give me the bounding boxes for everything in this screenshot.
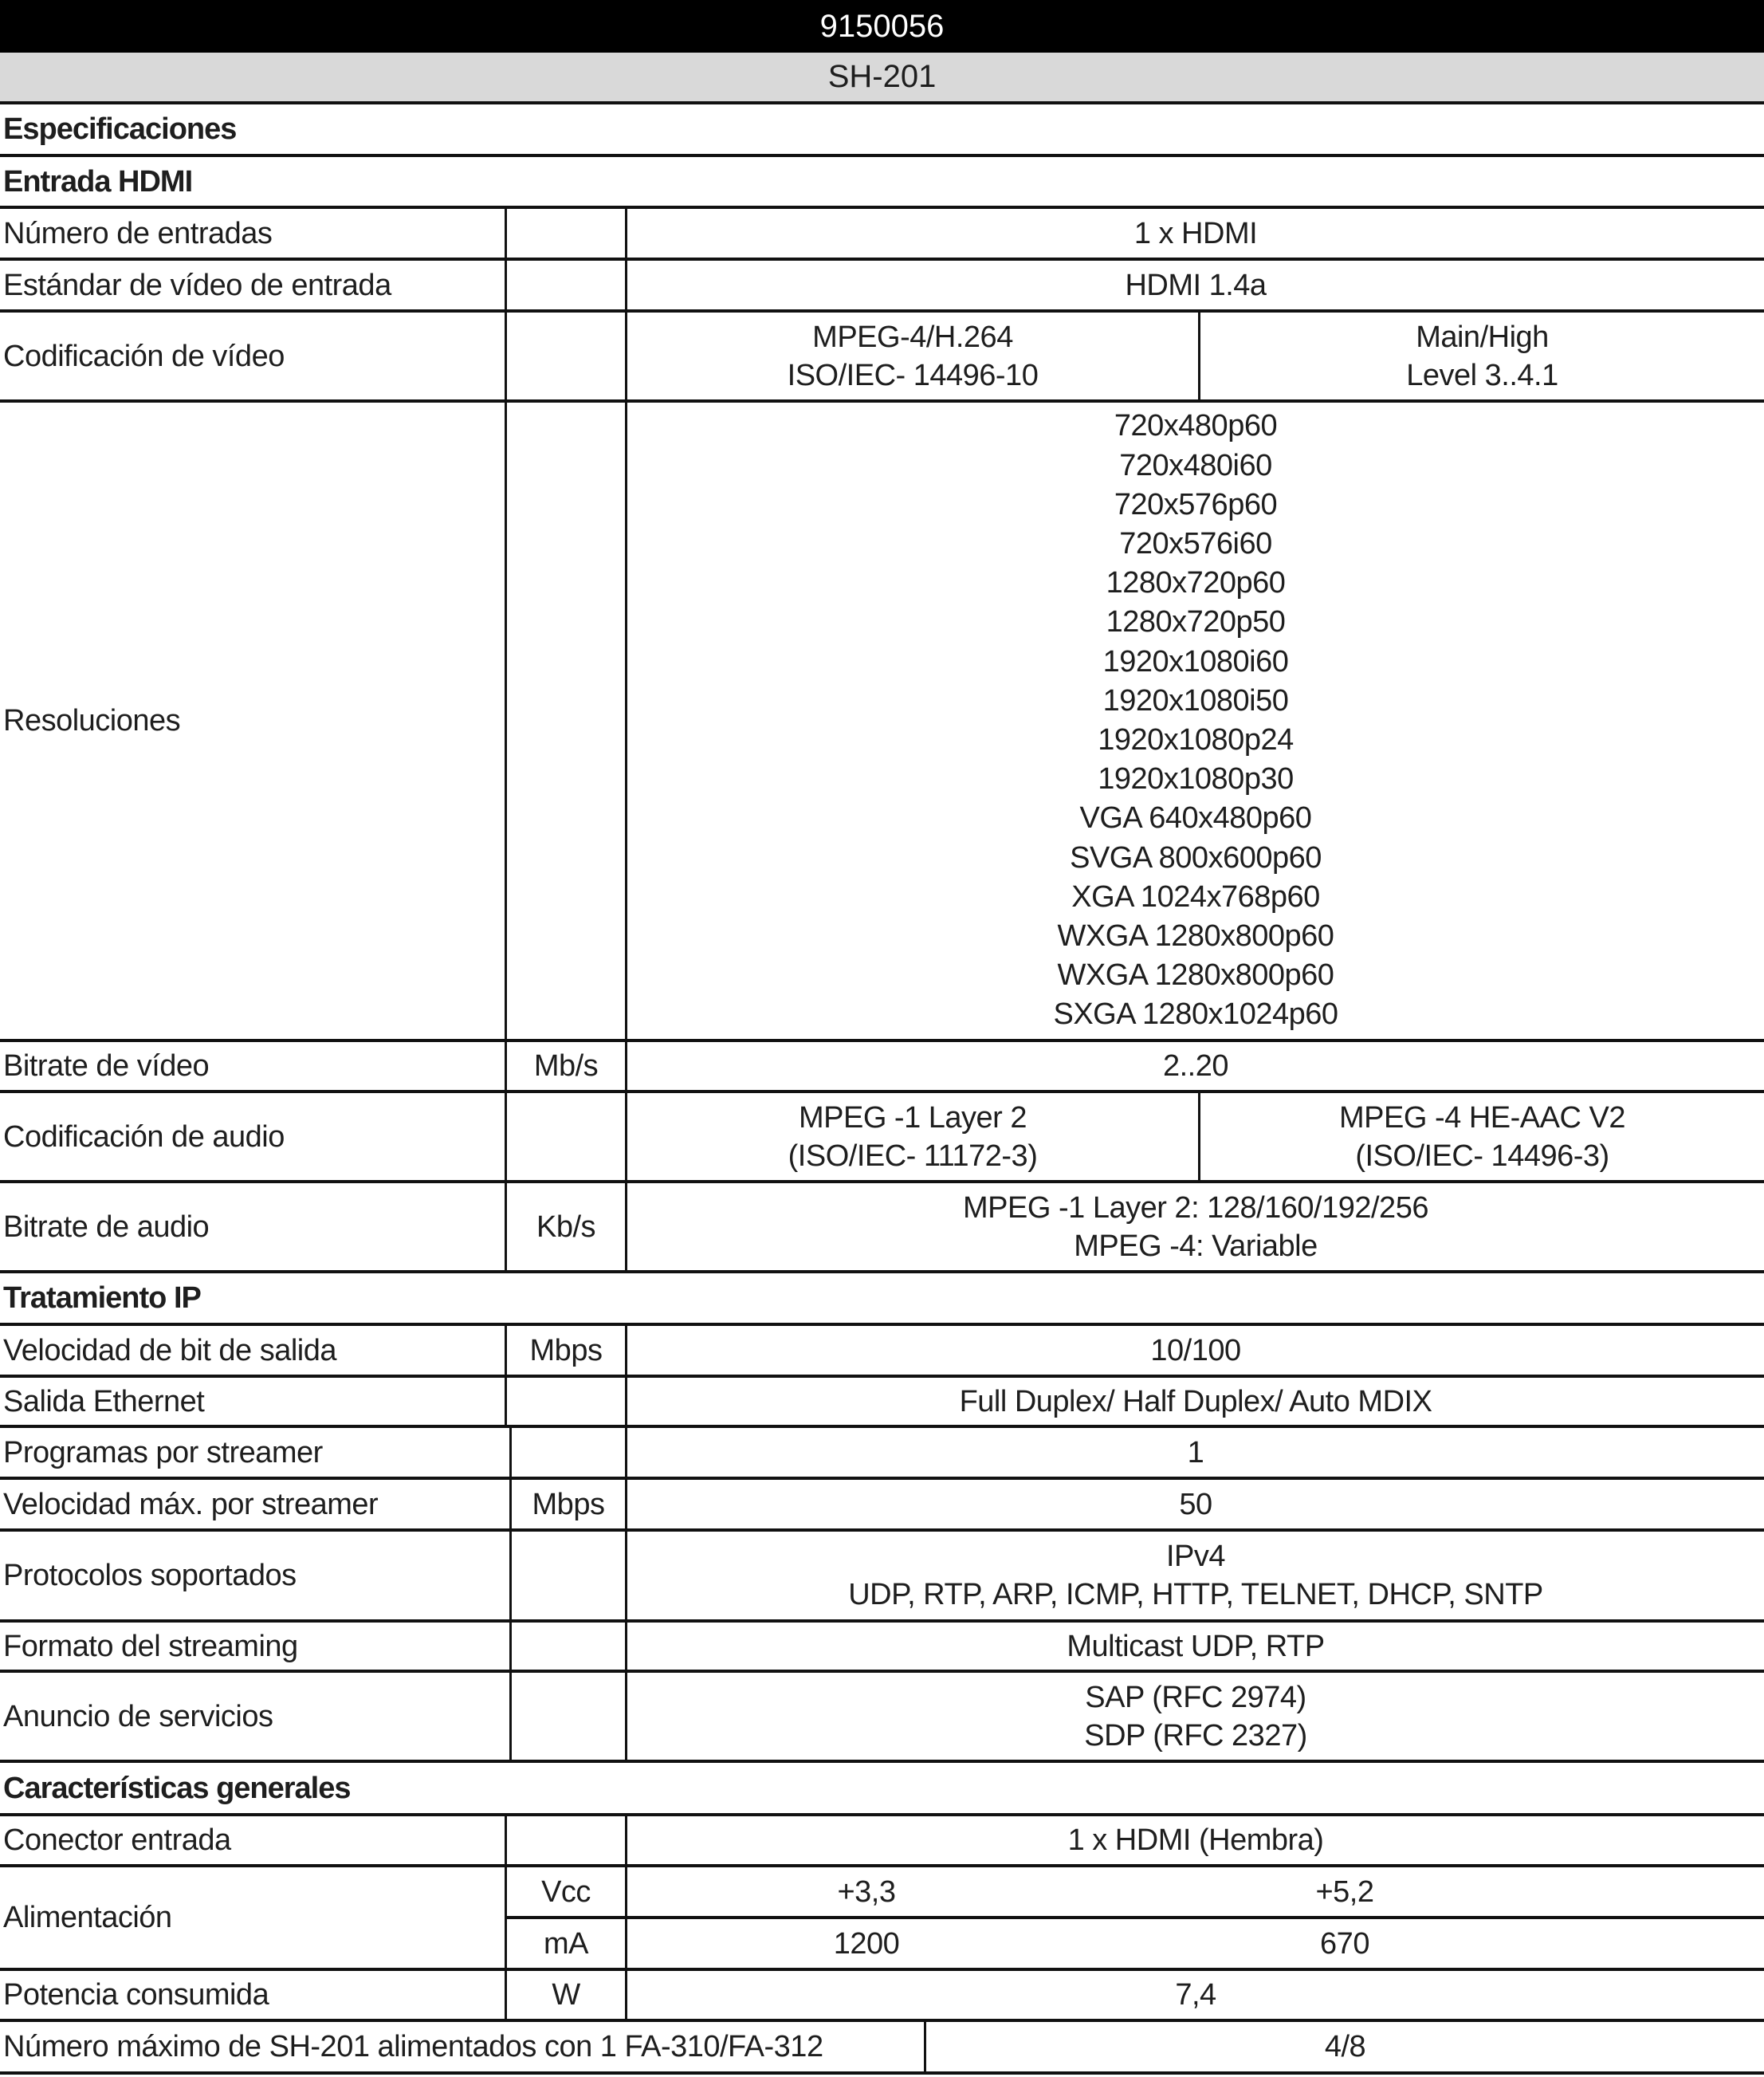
row-label: Número máximo de SH-201 alimentados con 1 FA-310/FA-312 xyxy=(0,2022,926,2071)
row-label: Anuncio de servicios xyxy=(0,1673,512,1760)
resolution-item: 1920x1080p24 xyxy=(1098,723,1294,757)
current-2: 670 xyxy=(1320,1926,1369,1961)
resolution-item: 1920x1080i50 xyxy=(1102,683,1289,718)
row-unit: mA xyxy=(507,1919,627,1968)
section-title: Características generales xyxy=(3,1771,351,1805)
row-unit xyxy=(512,1428,627,1477)
value-line: Main/High xyxy=(1416,320,1549,354)
row-value xyxy=(627,1673,1764,1760)
row-value: 1 x HDMI (Hembra) xyxy=(1067,1823,1324,1857)
row-label: Salida Ethernet xyxy=(0,1378,507,1425)
row-value: 10/100 xyxy=(1150,1333,1241,1367)
table-row xyxy=(0,403,1764,1042)
value-line: SAP (RFC 2974) xyxy=(1085,1680,1306,1714)
table-row xyxy=(0,1816,1764,1867)
table-row xyxy=(0,209,1764,261)
row-label: Codificación de vídeo xyxy=(0,313,507,399)
voltage-1: +3,3 xyxy=(837,1874,896,1909)
model-header: SH-201 xyxy=(0,53,1764,104)
section-title: Especificaciones xyxy=(3,112,237,146)
value-line: SDP (RFC 2327) xyxy=(1084,1718,1307,1752)
table-row xyxy=(0,1093,1764,1183)
table-row xyxy=(0,1532,1764,1623)
table-row xyxy=(0,2022,1764,2075)
row-value: Multicast UDP, RTP xyxy=(1067,1629,1325,1663)
row-value-b xyxy=(1200,1093,1764,1180)
row-unit: Mbps xyxy=(512,1480,627,1528)
row-unit xyxy=(507,1093,627,1180)
row-value: 1 xyxy=(1187,1435,1204,1469)
resolution-item: WXGA 1280x800p60 xyxy=(1057,958,1334,993)
section-title: Tratamiento IP xyxy=(3,1281,201,1315)
row-value: 50 xyxy=(1179,1487,1212,1521)
row-unit xyxy=(512,1623,627,1670)
value-line: (ISO/IEC- 11172-3) xyxy=(788,1139,1038,1173)
row-label: Programas por streamer xyxy=(0,1428,512,1477)
row-value: 4/8 xyxy=(1324,2030,1366,2063)
value-line: UDP, RTP, ARP, ICMP, HTTP, TELNET, DHCP, SNTP xyxy=(848,1578,1543,1611)
resolution-item: 1280x720p50 xyxy=(1106,605,1286,639)
resolution-item: VGA 640x480p60 xyxy=(1079,801,1312,836)
row-label: Bitrate de vídeo xyxy=(0,1042,507,1090)
product-code-header: 9150056 xyxy=(0,0,1764,53)
row-unit xyxy=(507,261,627,309)
value-line: MPEG -1 Layer 2: 128/160/192/256 xyxy=(963,1190,1428,1225)
row-unit xyxy=(507,403,627,1039)
row-unit xyxy=(512,1532,627,1619)
row-label: Alimentación xyxy=(0,1867,507,1968)
row-label: Velocidad máx. por streamer xyxy=(0,1480,512,1528)
table-row xyxy=(0,1183,1764,1273)
row-value: HDMI 1.4a xyxy=(1125,268,1267,302)
resolution-item: 1920x1080i60 xyxy=(1102,644,1289,679)
row-value: 1 x HDMI xyxy=(1133,216,1258,250)
power-row xyxy=(0,1867,1764,1971)
value-line: ISO/IEC- 14496-10 xyxy=(787,358,1039,392)
section-general xyxy=(0,1763,1764,1816)
resolution-item: 720x576i60 xyxy=(1119,526,1272,561)
section-title: Entrada HDMI xyxy=(3,164,193,199)
table-row xyxy=(0,313,1764,403)
resolution-item: SVGA 800x600p60 xyxy=(1070,840,1322,875)
row-label: Estándar de vídeo de entrada xyxy=(0,261,507,309)
row-label: Resoluciones xyxy=(0,403,507,1039)
row-unit xyxy=(507,1816,627,1864)
row-value-b xyxy=(1200,313,1764,399)
value-line: MPEG-4/H.264 xyxy=(812,320,1013,354)
row-value-a xyxy=(627,313,1200,399)
resolutions-list xyxy=(627,403,1764,1039)
row-label: Protocolos soportados xyxy=(0,1532,512,1619)
value-line: IPv4 xyxy=(1165,1540,1226,1573)
resolution-item: SXGA 1280x1024p60 xyxy=(1053,997,1338,1032)
row-label: Velocidad de bit de salida xyxy=(0,1326,507,1375)
value-line: (ISO/IEC- 14496-3) xyxy=(1355,1139,1609,1173)
resolution-item: 720x480p60 xyxy=(1114,409,1278,443)
power-voltage-row xyxy=(507,1867,1764,1919)
row-value: Full Duplex/ Half Duplex/ Auto MDIX xyxy=(959,1384,1432,1418)
row-label: Formato del streaming xyxy=(0,1623,512,1670)
resolution-item: XGA 1024x768p60 xyxy=(1071,879,1320,914)
row-unit: W xyxy=(507,1971,627,2019)
voltage-2: +5,2 xyxy=(1315,1874,1374,1909)
resolution-item: 720x480i60 xyxy=(1119,448,1272,482)
table-row xyxy=(0,1971,1764,2022)
table-row xyxy=(0,1673,1764,1763)
row-unit xyxy=(507,313,627,399)
row-label: Potencia consumida xyxy=(0,1971,507,2019)
section-specs xyxy=(0,104,1764,157)
current-1: 1200 xyxy=(833,1926,900,1961)
row-value: 2..20 xyxy=(1162,1049,1229,1083)
row-unit xyxy=(507,1378,627,1425)
row-unit: Kb/s xyxy=(507,1183,627,1270)
table-row xyxy=(0,1326,1764,1378)
row-value xyxy=(627,1183,1764,1270)
power-current-row xyxy=(507,1919,1764,1968)
row-value xyxy=(627,1532,1764,1619)
resolution-item: WXGA 1280x800p60 xyxy=(1057,919,1334,954)
table-row xyxy=(0,1428,1764,1480)
resolution-item: 720x576p60 xyxy=(1114,487,1278,521)
table-row xyxy=(0,1480,1764,1532)
row-unit xyxy=(507,209,627,258)
resolution-item: 1280x720p60 xyxy=(1106,566,1286,600)
row-value: 7,4 xyxy=(1175,1978,1216,2012)
row-unit: Vcc xyxy=(507,1867,627,1916)
table-row xyxy=(0,1623,1764,1673)
row-unit: Mbps xyxy=(507,1326,627,1375)
value-line: MPEG -4: Variable xyxy=(1074,1229,1318,1263)
table-row xyxy=(0,1378,1764,1428)
row-label: Codificación de audio xyxy=(0,1093,507,1180)
row-label: Bitrate de audio xyxy=(0,1183,507,1270)
table-row xyxy=(0,261,1764,313)
row-label: Conector entrada xyxy=(0,1816,507,1864)
row-value-a xyxy=(627,1093,1200,1180)
resolution-item: 1920x1080p30 xyxy=(1098,762,1294,797)
row-unit: Mb/s xyxy=(507,1042,627,1090)
value-line: MPEG -4 HE-AAC V2 xyxy=(1339,1100,1625,1135)
section-ip xyxy=(0,1273,1764,1326)
section-hdmi xyxy=(0,157,1764,209)
value-line: Level 3..4.1 xyxy=(1406,358,1558,392)
table-row xyxy=(0,1042,1764,1093)
row-unit xyxy=(512,1673,627,1760)
value-line: MPEG -1 Layer 2 xyxy=(798,1100,1027,1135)
row-label: Número de entradas xyxy=(0,209,507,258)
